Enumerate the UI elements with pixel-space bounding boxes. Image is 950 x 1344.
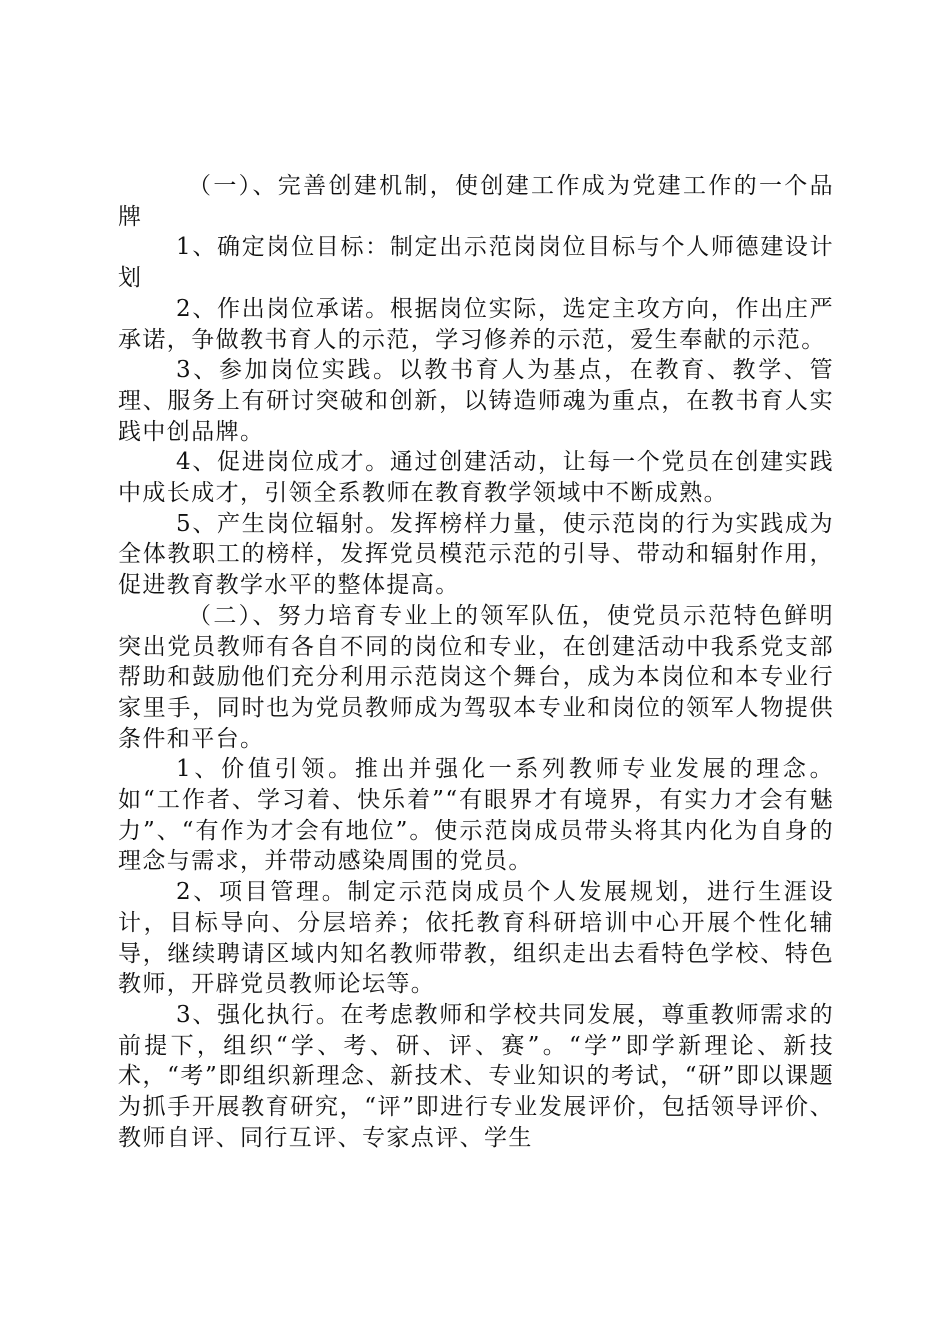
paragraph-item-1-2: 2、作出岗位承诺。根据岗位实际，选定主攻方向，作出庄严承诺，争做教书育人的示范，学习修养的示范，爱生奉献的示范。 [118, 295, 834, 353]
paragraph-item-1-3: 3、参加岗位实践。以教书育人为基点，在教育、教学、管理、服务上有研讨突破和创新，以铸造师魂为重点，在教书育人实践中创品牌。 [118, 357, 834, 445]
paragraph-item-2-3: 3、强化执行。在考虑教师和学校共同发展，尊重教师需求的前提下，组织“学、考、研、评、赛”。“学”即学新理论、新技术，“考”即组织新理念、新技术、专业知识的考试，“研”即以课题为抓手开展教育研究，“评”即进行专业发展评价，包括领导评价、教师自评、同行互评、专家点评、学生 [118, 1001, 834, 1151]
paragraph-item-1-1: 1、确定岗位目标：制定出示范岗岗位目标与个人师德建设计划 [118, 234, 834, 292]
paragraph-item-1-5: 5、产生岗位辐射。发挥榜样力量，使示范岗的行为实践成为全体教职工的榜样，发挥党员模范示范的引导、带动和辐射作用，促进教育教学水平的整体提高。 [118, 510, 834, 599]
paragraph-item-1-4: 4、促进岗位成才。通过创建活动，让每一个党员在创建实践中成长成才，引领全系教师在教育教学领域中不断成熟。 [118, 449, 834, 507]
paragraph-item-2-2: 2、项目管理。制定示范岗成员个人发展规划，进行生涯设计，目标导向、分层培养；依托教育科研培训中心开展个性化辅导，继续聘请区域内知名教师带教，组织走出去看特色学校、特色教师，开辟党员教师论坛等。 [118, 879, 834, 998]
document-body [118, 171, 834, 1154]
section-heading-1: （一）、完善创建机制，使创建工作成为党建工作的一个品牌 [118, 173, 834, 230]
paragraph-item-2-1: 1、价值引领。推出并强化一系列教师专业发展的理念。如“工作者、学习着、快乐着”“有眼界才有境界，有实力才会有魅力”、“有作为才会有地位”。使示范岗成员带头将其内化为自身的理念与需求，并带动感染周围的党员。 [118, 756, 834, 875]
section-heading-2: （二）、努力培育专业上的领军队伍，使党员示范特色鲜明突出党员教师有各自不同的岗位和专业，在创建活动中我系党支部帮助和鼓励他们充分利用示范岗这个舞台，成为本岗位和本专业行家里手，同时也为党员教师成为驾驭本专业和岗位的领军人物提供条件和平台。 [118, 602, 834, 752]
